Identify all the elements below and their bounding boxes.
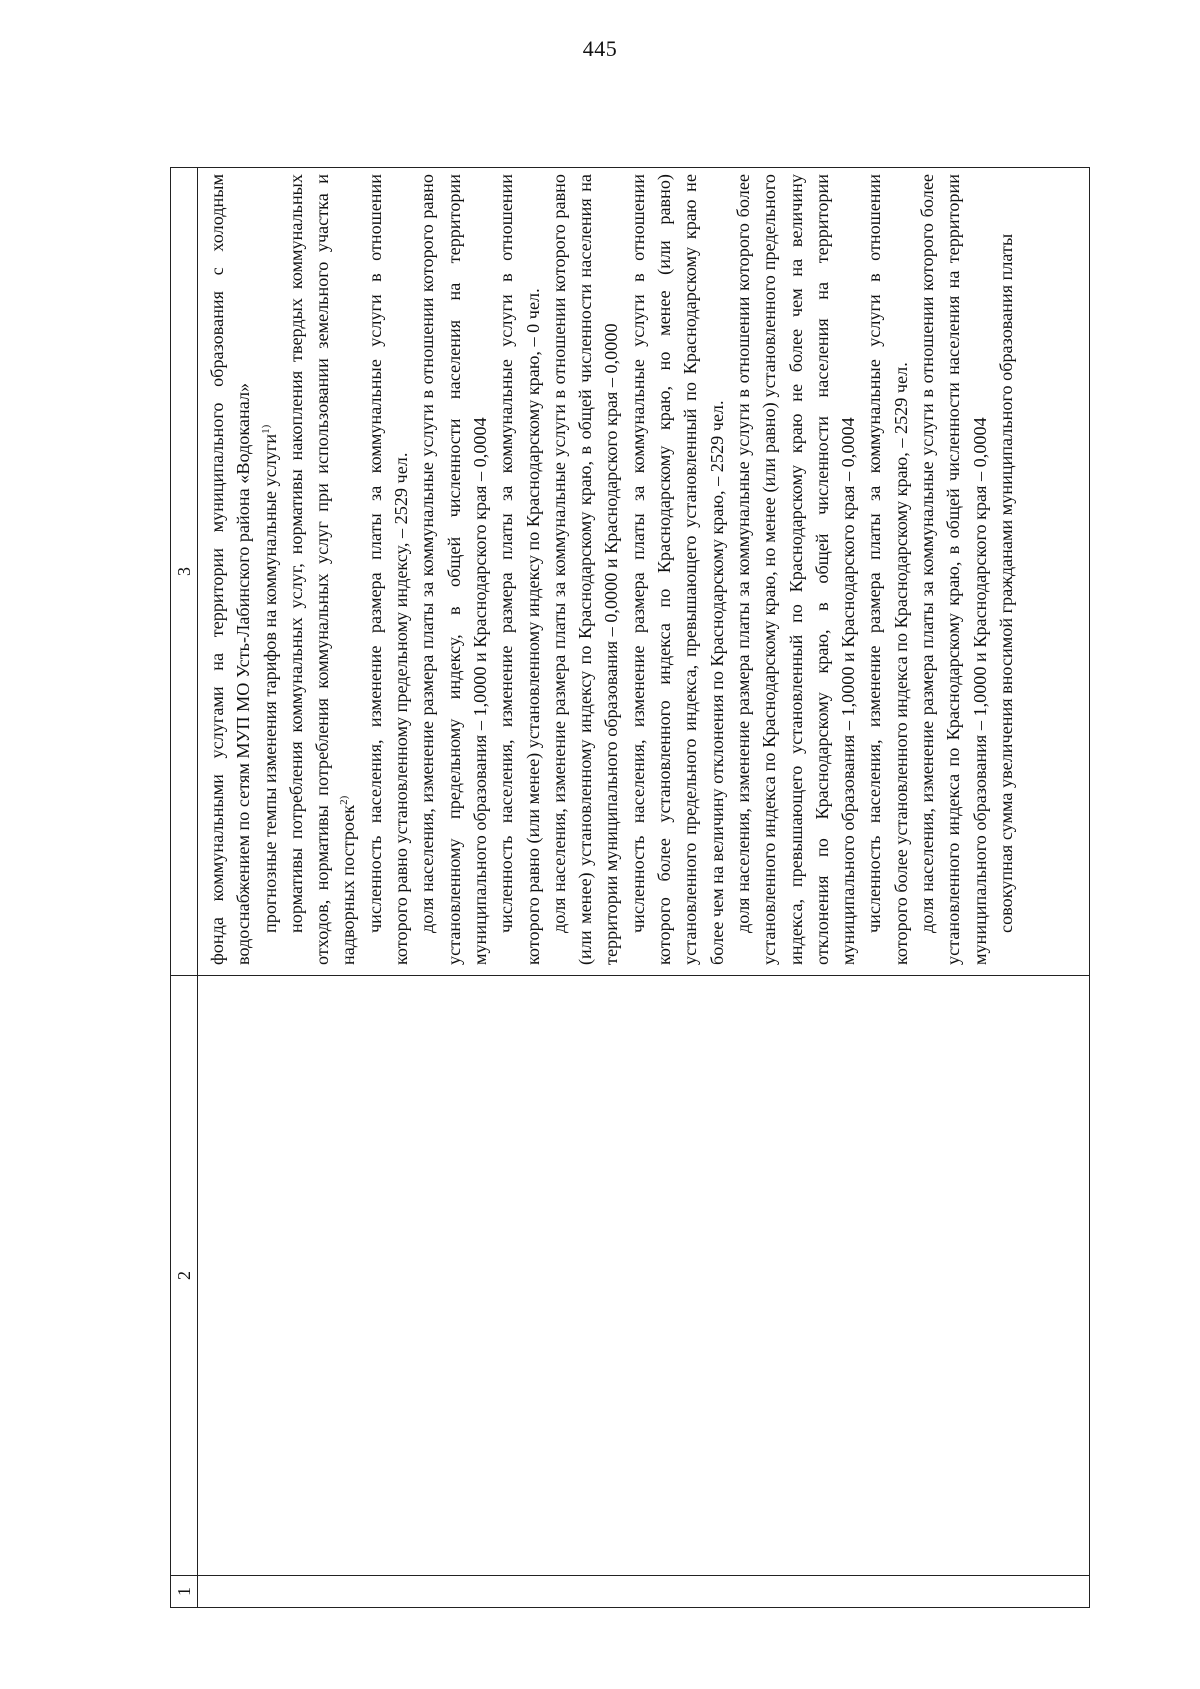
column-header-1: 1: [171, 1576, 198, 1608]
paragraph-total-payment-increase: совокупная сумма увеличения вносимой гражданами муниципального образования платы: [995, 233, 1016, 933]
data-table-rotated: [170, 168, 1090, 1608]
column-header-3: 3: [171, 168, 198, 976]
table-header-row: [171, 168, 198, 1608]
cell-column-3: [198, 168, 1090, 976]
paragraph-population-above-regional: численность населения, изменение размера платы за коммунальные услуги в отношении которого более установленного индекса по Краснодарскому краю, – 2529 чел.: [864, 174, 911, 965]
table-row: [198, 168, 1090, 1608]
page-number: 445: [582, 36, 618, 61]
paragraph-water-supply-fund: фонда коммунальными услугами на территории муниципального образования с холодным водоснабжением по сетям МУП МО Усть-Лабинского района «Водоканал»: [207, 174, 254, 965]
paragraph-consumption-norms: нормативы потребления коммунальных услуг, нормативы накопления твердых коммунальных отходов, нормативы потребления коммунальных услуг при использовании земельного участка и надворных построек$^{2)}$: [285, 174, 359, 965]
paragraph-share-equal-limit: доля населения, изменение размера платы за коммунальные услуги в отношении которого равно установленному предельному индексу, в общей численности населения на территории муниципального образования – 1,0000 и Краснодарского края – 0,0004: [417, 174, 490, 965]
paragraph-tariff-change-rates: прогнозные темпы изменения тарифов на коммунальные услуги$^{1)}$: [259, 424, 280, 933]
cell-text: [198, 168, 1019, 975]
column-header-2: 2: [171, 976, 198, 1576]
paragraph-population-equal-limit: численность населения, изменение размера платы за коммунальные услуги в отношении которого равно установленному предельному индексу, – 2529 чел.: [364, 174, 412, 965]
footnote-mark: 2): [338, 795, 351, 805]
cell-column-2: [198, 976, 1090, 1576]
paragraph-population-within-deviation: численность населения, изменение размера платы за коммунальные услуги в отношении которого более установленного индекса по Краснодарскому краю, но менее (или равно) установленного предельного индекса, превышающего установленный по Краснодарскому краю не более чем на величину отклонения по Краснодарскому краю, – 2529 чел.: [627, 174, 727, 965]
data-table: [170, 167, 1090, 1608]
paragraph-population-below-regional: численность населения, изменение размера платы за коммунальные услуги в отношении которого равно (или менее) установленному индексу по Краснодарскому краю, – 0 чел.: [496, 174, 543, 965]
paragraph-share-within-deviation: доля населения, изменение размера платы за коммунальные услуги в отношении которого более установленного индекса по Краснодарскому краю, но менее (или равно) установленного предельного индекса, превышающего установленный по Краснодарскому краю не более чем на величину отклонения по Краснодарскому краю, в общей численности населения на территории муниципального образования – 1,0000 и Краснодарского края – 0,0004: [732, 174, 859, 965]
paragraph-share-below-regional: доля населения, изменение размера платы за коммунальные услуги в отношении которого равно (или менее) установленному индексу по Краснодарскому краю, в общей численности населения на территории муниципального образования – 0,0000 и Краснодарского края – 0,0000: [548, 174, 622, 965]
cell-column-1: [198, 1576, 1090, 1608]
paragraph-share-above-regional: доля населения, изменение размера платы за коммунальные услуги в отношении которого более установленного индекса по Краснодарскому краю, в общей численности населения на территории муниципального образования – 1,0000 и Краснодарского края – 0,0004: [917, 174, 990, 965]
footnote-mark: 1): [259, 424, 272, 434]
